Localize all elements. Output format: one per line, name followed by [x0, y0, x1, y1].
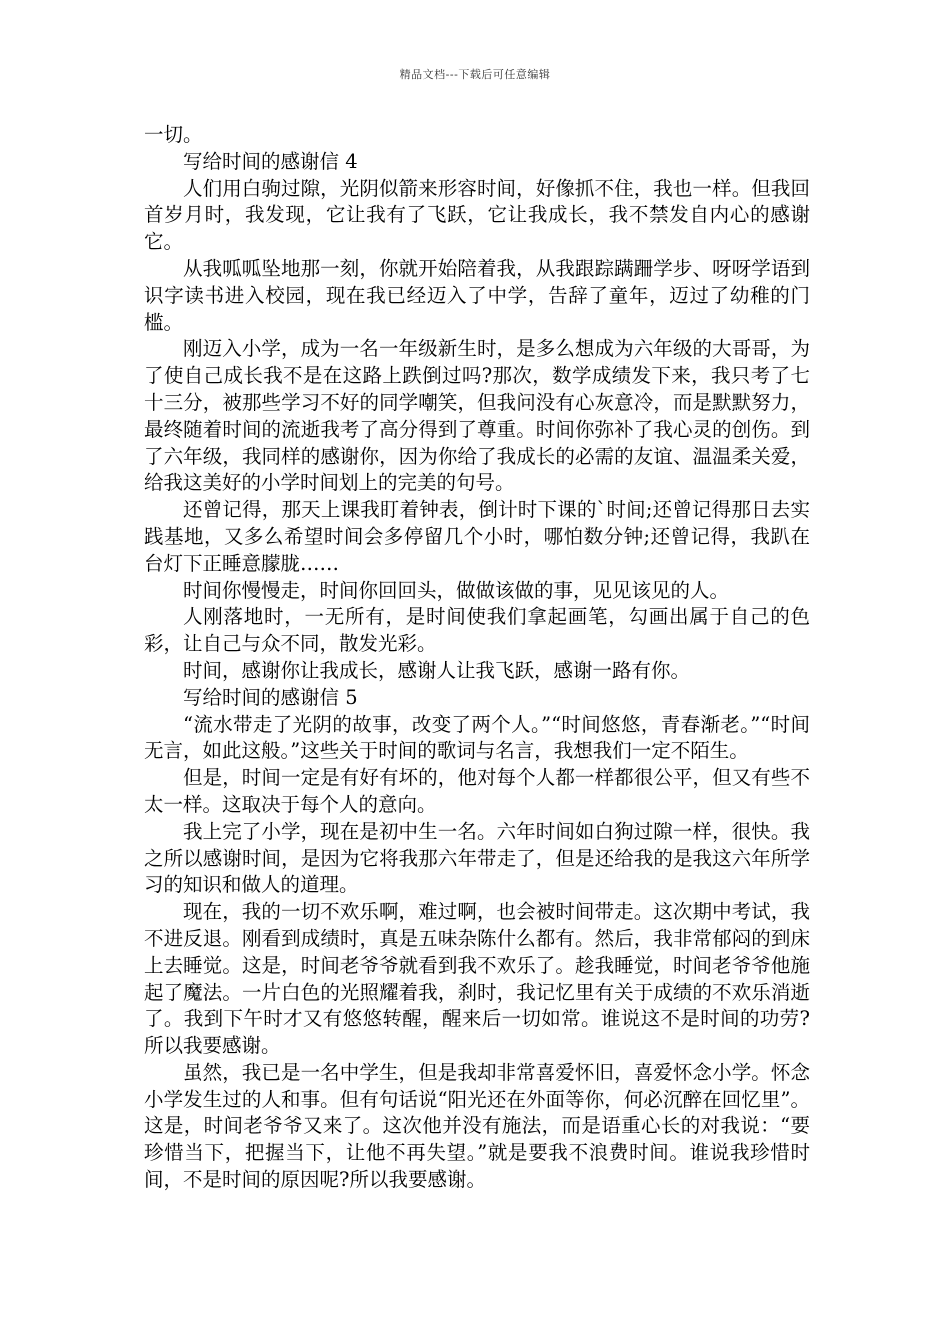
paragraph: 虽然，我已是一名中学生，但是我却非常喜爱怀旧，喜爱怀念小学。怀念小学发生过的人和事。但有句话说“阳光还在外面等你，何必沉醉在回忆里”。这是，时间老爷爷又来了。这次他并没有施法，而是语重心长的对我说：“要珍惜当下，把握当下，让他不再失望。”就是要我不浪费时间。谁说我珍惜时间，不是时间的原因呢?所以我要感谢。 [144, 1060, 810, 1192]
paragraph: 还曾记得，那天上课我盯着钟表，倒计时下课的`时间;还曾记得那日去实践基地，又多么希望时间会多停留几个小时，哪怕数分钟;还曾记得，我趴在台灯下正睡意朦胧…… [144, 498, 810, 575]
paragraph: 从我呱呱坠地那一刻，你就开始陪着我，从我跟踪蹒跚学步、呀呀学语到识字读书进入校园，现在我已经迈入了中学，告辞了童年，迈过了幼稚的门槛。 [144, 256, 810, 334]
paragraph: 我上完了小学，现在是初中生一名。六年时间如白狗过隙一样，很快。我之所以感谢时间，是因为它将我那六年带走了，但是还给我的是我这六年所学习的知识和做人的道理。 [144, 819, 810, 897]
paragraph: 时间，感谢你让我成长，感谢人让我飞跃，感谢一路有你。 [183, 658, 691, 682]
paragraph: 但是，时间一定是有好有坏的，他对每个人都一样都很公平，但又有些不太一样。这取决于每个人的意向。 [144, 766, 810, 816]
section-title: 写给时间的感谢信 4 [183, 149, 358, 173]
paragraph: 刚迈入小学，成为一名一年级新生时，是多么想成为六年级的大哥哥，为了使自己成长我不是在这路上跌倒过吗?那次，数学成绩发下来，我只考了七十三分，被那些学习不好的同学嘲笑，但我问没有心灰意冷，而是默默努力，最终随着时间的流逝我考了高分得到了尊重。时间你弥补了我心灵的创伤。到了六年级，我同样的感谢你，因为你给了我成长的必需的友谊、温温柔关爱，给我这美好的小学时间划上的完美的句号。 [144, 337, 810, 495]
page-header: 精品文档---下载后可任意编辑 [399, 68, 551, 81]
paragraph: 人们用白驹过隙，光阴似箭来形容时间，好像抓不住，我也一样。但我回首岁月时，我发现，它让我有了飞跃，它让我成长，我不禁发自内心的感谢它。 [144, 176, 810, 254]
section-title: 写给时间的感谢信 5 [183, 685, 358, 709]
paragraph: “流水带走了光阴的故事，改变了两个人。”“时间悠悠，青春渐老。”“时间无言，如此这般。”这些关于时间的歌词与名言，我想我们一定不陌生。 [144, 712, 810, 763]
paragraph: 时间你慢慢走，时间你回回头，做做该做的事，见见该见的人。 [183, 578, 730, 602]
document-body [144, 122, 810, 1194]
paragraph: 一切。 [144, 123, 203, 146]
paragraph: 人刚落地时，一无所有，是时间使我们拿起画笔，勾画出属于自己的色彩，让自己与众不同，散发光彩。 [144, 605, 810, 656]
paragraph: 现在，我的一切不欢乐啊，难过啊，也会被时间带走。这次期中考试，我不进反退。刚看到成绩时，真是五味杂陈什么都有。然后，我非常郁闷的到床上去睡觉。这是，时间老爷爷就看到我不欢乐了。趁我睡觉，时间老爷爷他施起了魔法。一片白色的光照耀着我，刹时，我记忆里有关于成绩的不欢乐消逝了。我到下午时才又有悠悠转醒，醒来后一切如常。谁说这不是时间的功劳?所以我要感谢。 [144, 900, 810, 1058]
